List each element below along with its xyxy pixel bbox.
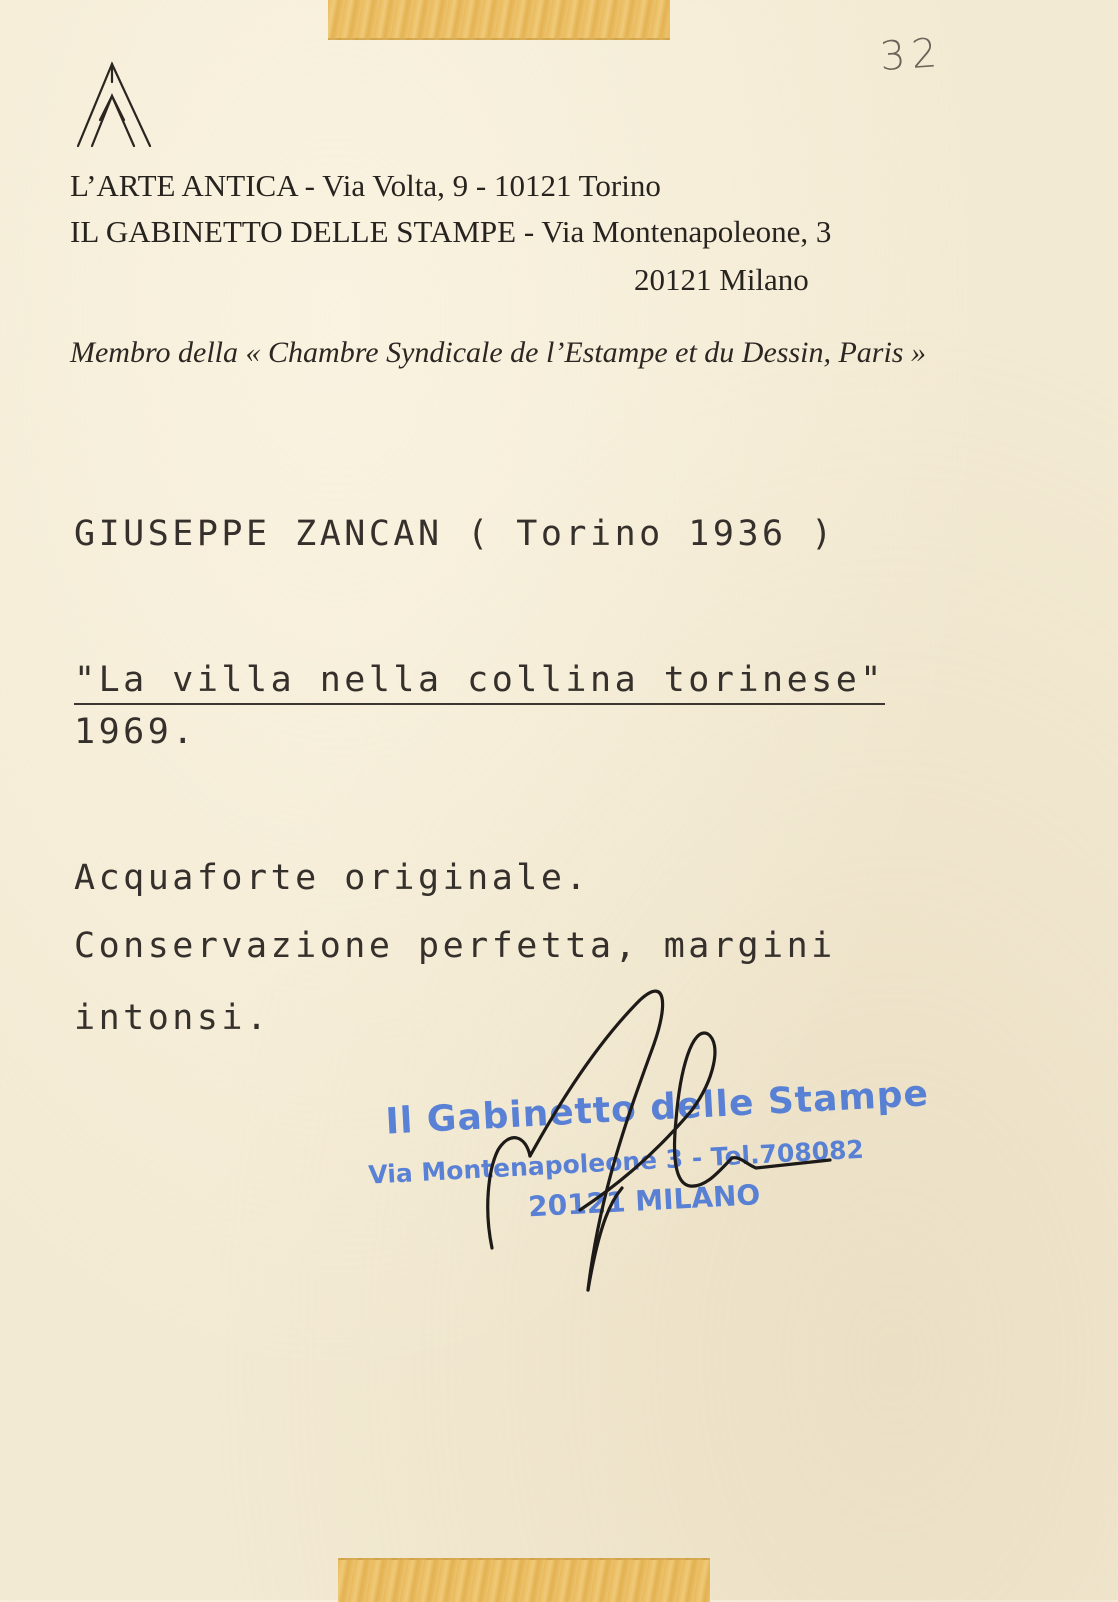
artwork-title: "La villa nella collina torinese" xyxy=(74,660,885,705)
artist-name: GIUSEPPE ZANCAN ( Torino 1936 ) xyxy=(74,514,836,554)
letterhead-line-milano-city: 20121 Milano xyxy=(634,262,809,297)
letterhead-line-torino: L’ARTE ANTICA - Via Volta, 9 - 10121 Torino xyxy=(70,168,661,203)
artwork-year: 1969. xyxy=(74,712,197,752)
stamp-city: 20121 MILANO xyxy=(527,1178,762,1224)
handwritten-signature-icon xyxy=(470,960,850,1320)
adhesive-tape-bottom xyxy=(338,1558,710,1602)
stamp-address: Via Montenapoleone 3 - Tel.708082 xyxy=(367,1134,865,1190)
stylized-a-monogram-icon xyxy=(76,60,154,152)
stamp-gallery-name: Il Gabinetto delle Stampe xyxy=(384,1073,930,1143)
artwork-technique: Acquaforte originale. xyxy=(74,858,591,898)
condition-line-2: intonsi. xyxy=(74,998,271,1038)
letterhead-line-milano: IL GABINETTO DELLE STAMPE - Via Montenapoleone, 3 xyxy=(70,214,832,249)
handwritten-page-number: 32 xyxy=(878,29,945,81)
adhesive-tape-top xyxy=(328,0,670,40)
condition-line-1: Conservazione perfetta, margini xyxy=(74,926,836,966)
membership-statement: Membro della « Chambre Syndicale de l’Estampe et du Dessin, Paris » xyxy=(70,336,926,369)
